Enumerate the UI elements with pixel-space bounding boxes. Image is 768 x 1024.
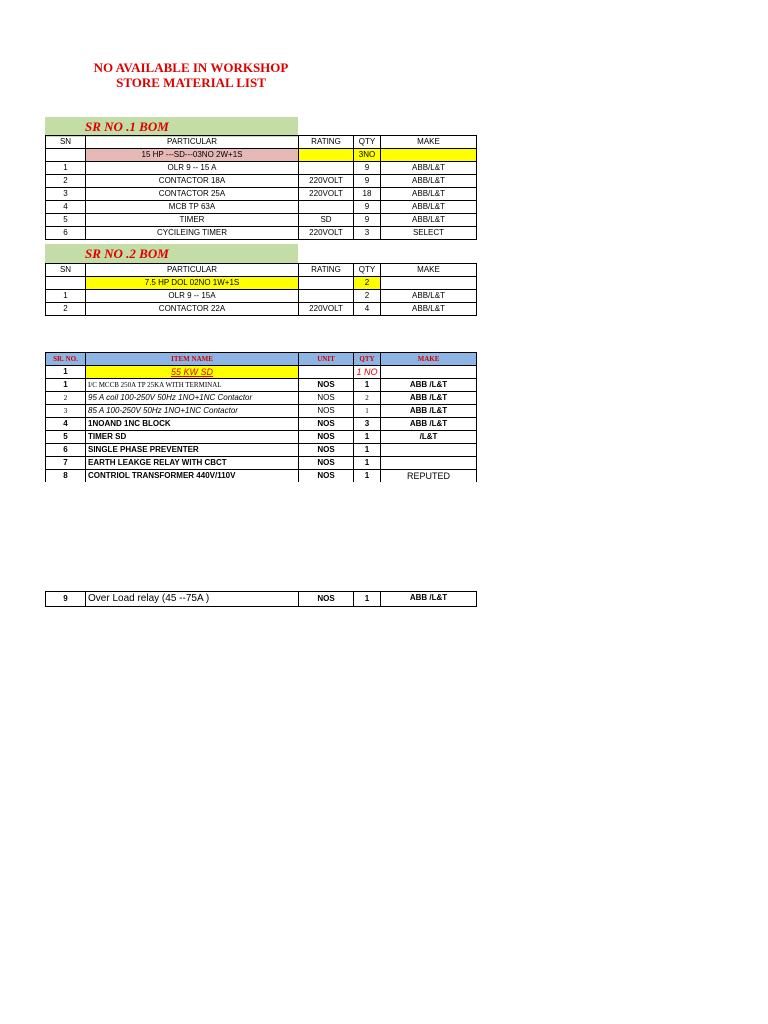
cell-sn: 8 [46, 470, 86, 483]
cell-qty: 1 [354, 470, 381, 483]
cell-qty: 1 [354, 592, 381, 607]
cell-particular: OLR 9 -- 15 A [86, 162, 299, 175]
header-cell: MAKE [381, 353, 477, 366]
cell-sn: 6 [46, 227, 86, 240]
bom2-group-row [46, 277, 477, 290]
cell-sn: 1 [46, 162, 86, 175]
cell-make: ABB/L&T [381, 188, 477, 201]
cell-unit: NOS [299, 444, 354, 457]
cell-name: EARTH LEAKGE RELAY WITH CBCT [86, 457, 299, 470]
bom1-header-row [46, 136, 477, 149]
cell-qty: 9 [354, 162, 381, 175]
cell-rating: 220VOLT [299, 175, 354, 188]
cell-qty: 1 [354, 444, 381, 457]
cell-make: ABB /L&T [381, 418, 477, 431]
group-qty: 2 [354, 277, 381, 290]
group-particular: 7.5 HP DOL 02NO 1W+1S [86, 277, 299, 290]
cell-unit: NOS [299, 379, 354, 392]
table-row [46, 162, 477, 175]
group-name: 55 KW SD [86, 366, 299, 379]
header-cell: SN [46, 264, 86, 277]
cell-unit: NOS [299, 405, 354, 418]
header-cell: PARTICULAR [86, 264, 299, 277]
group-rating [299, 277, 354, 290]
cell-sn: 3 [46, 405, 86, 418]
header-cell: MAKE [381, 136, 477, 149]
items-table [45, 352, 477, 482]
cell-make: /L&T [381, 431, 477, 444]
cell-make: REPUTED [381, 470, 477, 483]
group-qty: 3NO [354, 149, 381, 162]
bom2-table [45, 263, 477, 316]
cell-qty: 3 [354, 418, 381, 431]
cell-make: ABB/L&T [381, 303, 477, 316]
group-sn [46, 277, 86, 290]
cell-qty: 9 [354, 214, 381, 227]
group-make [381, 277, 477, 290]
table-row [46, 592, 477, 607]
cell-rating: 220VOLT [299, 227, 354, 240]
group-unit [299, 366, 354, 379]
items-header-row [46, 353, 477, 366]
table-row [46, 379, 477, 392]
table-row [46, 470, 477, 483]
header-cell: QTY [354, 264, 381, 277]
cell-name: 1NOAND 1NC BLOCK [86, 418, 299, 431]
cell-sn: 2 [46, 392, 86, 405]
group-particular: 15 HP ---SD---03NO 2W+1S [86, 149, 299, 162]
cell-sn: 5 [46, 431, 86, 444]
cell-name: I/C MCCB 250A TP 25KA WITH TERMINAL [86, 379, 299, 392]
cell-name: 85 A 100-250V 50Hz 1NO+1NC Contactor [86, 405, 299, 418]
cell-sn: 2 [46, 303, 86, 316]
header-cell: RATING [299, 264, 354, 277]
cell-qty: 4 [354, 303, 381, 316]
cell-name: SINGLE PHASE PREVENTER [86, 444, 299, 457]
table-row [46, 201, 477, 214]
cell-make: SELECT [381, 227, 477, 240]
header-cell: ITEM NAME [86, 353, 299, 366]
header-cell: SN [46, 136, 86, 149]
header-cell: RATING [299, 136, 354, 149]
bom2-heading: SR NO .2 BOM [45, 244, 298, 264]
bom1-heading: SR NO .1 BOM [45, 117, 298, 137]
cell-particular: CONTACTOR 22A [86, 303, 299, 316]
group-sn: 1 [46, 366, 86, 379]
cell-particular: OLR 9 -- 15A [86, 290, 299, 303]
cell-qty: 1 [354, 457, 381, 470]
cell-sn: 6 [46, 444, 86, 457]
cell-sn: 7 [46, 457, 86, 470]
table-row [46, 444, 477, 457]
header-cell: SR. NO. [46, 353, 86, 366]
table-row [46, 290, 477, 303]
group-qty: 1 NO [354, 366, 381, 379]
cell-make: ABB /L&T [381, 592, 477, 607]
cell-make [381, 444, 477, 457]
bom1-table [45, 135, 477, 240]
header-cell: PARTICULAR [86, 136, 299, 149]
cell-particular: MCB TP 63A [86, 201, 299, 214]
cell-unit: NOS [299, 592, 354, 607]
cell-sn: 2 [46, 175, 86, 188]
cell-make: ABB/L&T [381, 201, 477, 214]
cell-qty: 2 [354, 392, 381, 405]
cell-sn: 1 [46, 290, 86, 303]
cell-unit: NOS [299, 392, 354, 405]
cell-name: Over Load relay (45 --75A ) [86, 592, 299, 607]
table-row [46, 431, 477, 444]
table-row [46, 188, 477, 201]
cell-unit: NOS [299, 431, 354, 444]
group-rating [299, 149, 354, 162]
cell-qty: 2 [354, 290, 381, 303]
header-cell: UNIT [299, 353, 354, 366]
cell-name: 95 A coil 100-250V 50Hz 1NO+1NC Contactor [86, 392, 299, 405]
cell-unit: NOS [299, 457, 354, 470]
cell-sn: 4 [46, 201, 86, 214]
cell-qty: 9 [354, 175, 381, 188]
page-title-line2: STORE MATERIAL LIST [116, 75, 266, 90]
cell-make: ABB /L&T [381, 379, 477, 392]
cell-particular: CONTACTOR 25A [86, 188, 299, 201]
cell-rating [299, 162, 354, 175]
page-title-line1: NO AVAILABLE IN WORKSHOP [93, 60, 289, 75]
cell-make: ABB/L&T [381, 290, 477, 303]
table-row [46, 227, 477, 240]
cell-unit: NOS [299, 470, 354, 483]
cell-name: TIMER SD [86, 431, 299, 444]
group-make [381, 366, 477, 379]
cell-name: CONTRIOL TRANSFORMER 440V/110V [86, 470, 299, 483]
cell-sn: 9 [46, 592, 86, 607]
table-row [46, 303, 477, 316]
cell-rating: 220VOLT [299, 188, 354, 201]
header-cell: MAKE [381, 264, 477, 277]
cell-make: ABB /L&T [381, 405, 477, 418]
cell-qty: 1 [354, 431, 381, 444]
cell-make: ABB/L&T [381, 175, 477, 188]
cell-particular: CONTACTOR 18A [86, 175, 299, 188]
cell-particular: CYCILEING TIMER [86, 227, 299, 240]
table-row [46, 405, 477, 418]
cell-particular: TIMER [86, 214, 299, 227]
bom1-group-row [46, 149, 477, 162]
cell-rating: SD [299, 214, 354, 227]
group-sn [46, 149, 86, 162]
group-make [381, 149, 477, 162]
cell-make: ABB/L&T [381, 162, 477, 175]
cell-sn: 3 [46, 188, 86, 201]
cell-rating: 220VOLT [299, 303, 354, 316]
table-row [46, 214, 477, 227]
cell-sn: 1 [46, 379, 86, 392]
cell-qty: 1 [354, 405, 381, 418]
table-row [46, 175, 477, 188]
cell-rating [299, 201, 354, 214]
cell-qty: 1 [354, 379, 381, 392]
cell-make: ABB /L&T [381, 392, 477, 405]
bom2-header-row [46, 264, 477, 277]
cell-qty: 3 [354, 227, 381, 240]
table-row [46, 457, 477, 470]
cell-unit: NOS [299, 418, 354, 431]
cell-qty: 18 [354, 188, 381, 201]
table-row [46, 418, 477, 431]
table-row [46, 392, 477, 405]
header-cell: QTY [354, 353, 381, 366]
cell-qty: 9 [354, 201, 381, 214]
items-group-row [46, 366, 477, 379]
cell-sn: 4 [46, 418, 86, 431]
cell-make: ABB/L&T [381, 214, 477, 227]
cell-sn: 5 [46, 214, 86, 227]
items-last-row-table [45, 591, 477, 607]
cell-rating [299, 290, 354, 303]
header-cell: QTY [354, 136, 381, 149]
cell-make [381, 457, 477, 470]
